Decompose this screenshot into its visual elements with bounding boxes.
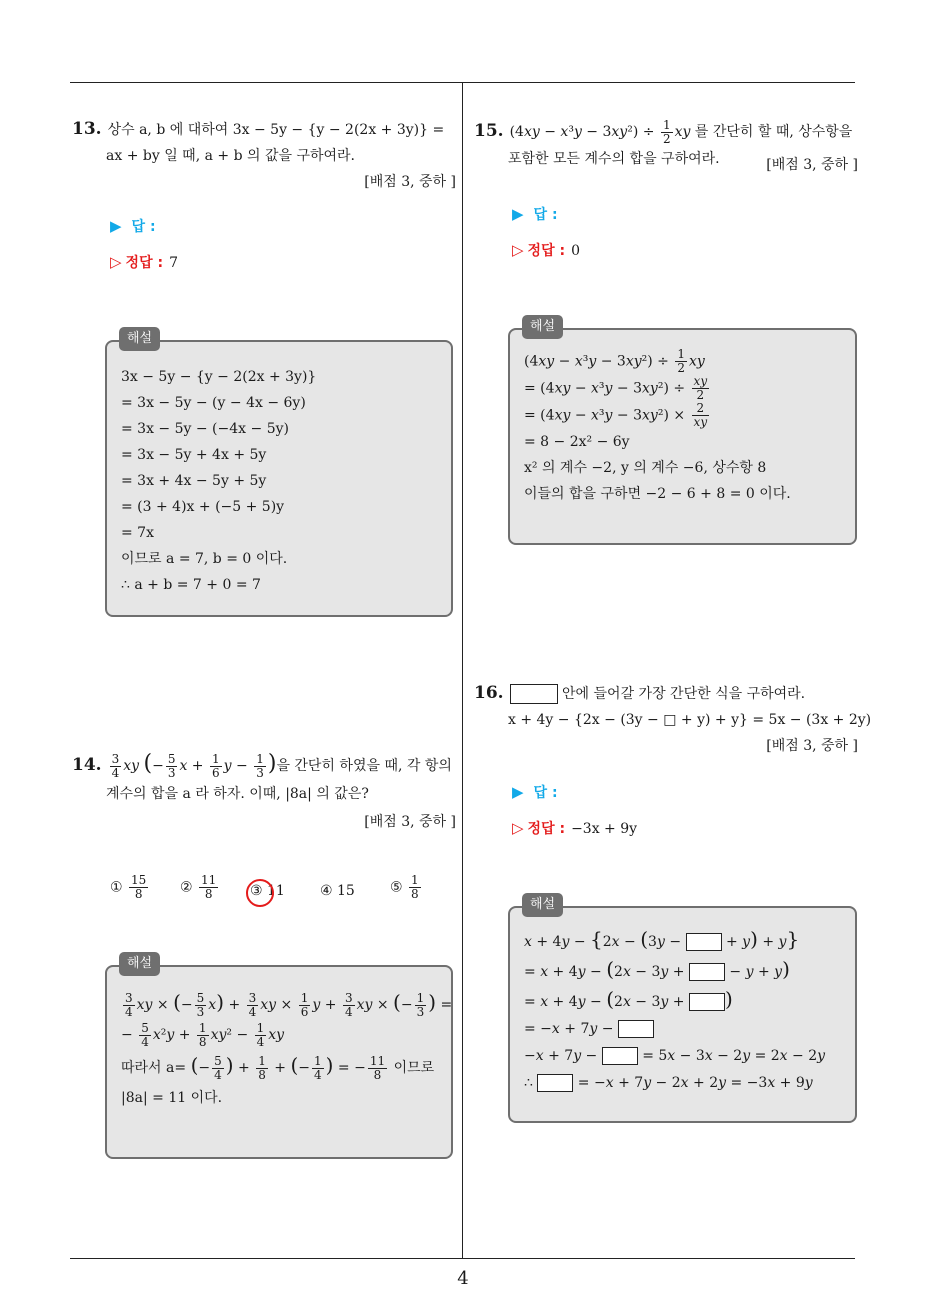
outline-play-icon: ▷ — [110, 253, 122, 271]
score-meta: [배점 3, 중하 ] — [766, 738, 858, 754]
problem-16 — [474, 680, 872, 759]
blank-box — [510, 684, 558, 704]
answer-line — [512, 782, 558, 803]
choice-5[interactable]: ⑤ $\frac{1}{8}$ — [390, 873, 419, 901]
solution-line: (4xy − x³y − 3xy²) ÷ $\frac{1}{2}$ xy — [524, 347, 705, 375]
problem-text: 안에 들어갈 가장 간단한 식을 구하여라. — [562, 686, 806, 702]
selected-circle-icon — [246, 879, 274, 907]
correct-value: 0 — [571, 243, 580, 259]
choice-2[interactable]: ② $\frac{11}{8}$ — [180, 873, 217, 901]
solution-box-13 — [105, 331, 453, 617]
answer-label: 답 : — [533, 207, 558, 223]
solution-tag: 해설 — [522, 893, 563, 917]
solution-line: $\frac{3}{4}$ xy × (− $\frac{5}{3}$ x) + $\frac{3}{4}$ xy × $\frac{1}{6}$ y + $\frac{3}{4}$ xy × (− $\frac{1}{3}$ ) = — [125, 990, 453, 1019]
problem-15 — [474, 118, 858, 172]
math-expression: $\frac{3}{4}$ xy (− $\frac{5}{3}$ x + $\frac{1}{6}$ y − $\frac{1}{3}$ ) — [111, 751, 277, 780]
correct-value: 7 — [169, 255, 178, 271]
solution-line: −x + 7y − = 5x − 3x − 2y = 2x − 2y — [524, 1048, 826, 1064]
solution-line: 따라서 a= (− $\frac{5}{4}$ ) + $\frac{1}{8}$ + (− $\frac{1}{4}$ ) = − $\frac{11}{8}$ 이므로 — [121, 1053, 435, 1082]
math-expression: (4xy − x³y − 3xy²) ÷ $\frac{1}{2}$ xy — [509, 117, 691, 146]
solution-tag: 해설 — [119, 327, 160, 351]
choice-4[interactable]: ④ 15 — [320, 883, 355, 899]
solution-tag: 해설 — [522, 315, 563, 339]
problem-number: 14. — [72, 755, 102, 775]
solution-line: = 3x − 5y + 4x + 5y — [121, 447, 267, 463]
correct-label: 정답 : — [125, 255, 164, 271]
solution-line: ∴ a + b = 7 + 0 = 7 — [121, 577, 261, 593]
solution-box-15 — [508, 319, 857, 545]
correct-answer-line — [110, 252, 178, 273]
solution-line: = 8 − 2x² − 6y — [524, 434, 630, 450]
column-divider — [462, 82, 463, 1258]
outline-play-icon: ▷ — [512, 819, 524, 837]
choices-14 — [110, 874, 450, 914]
problem-text: ax + by 일 때, a + b 의 값을 구하여라. — [106, 148, 356, 164]
solution-line: 이므로 a = 7, b = 0 이다. — [121, 551, 288, 567]
answer-label: 답 : — [131, 219, 156, 235]
answer-label: 답 : — [533, 785, 558, 801]
solution-line: ∴ = −x + 7y − 2x + 2y = −3x + 9y — [524, 1075, 813, 1091]
play-icon: ▶ — [512, 783, 524, 801]
solution-line: = x + 4y − (2x − 3y + − y + y) — [524, 957, 790, 981]
correct-value: −3x + 9y — [571, 821, 638, 837]
problem-number: 16. — [474, 683, 504, 703]
score-meta: [배점 3, 중하 ] — [364, 174, 456, 190]
answer-line — [512, 204, 558, 225]
play-icon: ▶ — [512, 205, 524, 223]
correct-label: 정답 : — [527, 821, 566, 837]
bottom-rule — [70, 1258, 855, 1259]
solution-tag: 해설 — [119, 952, 160, 976]
score-meta: [배점 3, 중하 ] — [364, 814, 456, 830]
problem-13 — [72, 116, 456, 195]
answer-line — [110, 216, 156, 237]
solution-line: 이들의 합을 구하면 −2 − 6 + 8 = 0 이다. — [524, 486, 791, 502]
problem-equation: x + 4y − {2x − (3y − □ + y) + y} = 5x − (3x + 2y) — [508, 712, 872, 728]
problem-text: 계수의 합을 a 라 하자. 이때, |8a| 의 값은? — [106, 786, 369, 802]
problem-text: 을 간단히 하였을 때, 각 항의 — [276, 758, 452, 774]
correct-answer-line — [512, 240, 580, 261]
solution-line: = (4xy − x³y − 3xy²) × $\frac{2}{xy}$ — [524, 401, 708, 429]
correct-label: 정답 : — [527, 243, 566, 259]
solution-line: = (3 + 4)x + (−5 + 5)y — [121, 499, 285, 515]
solution-line: − $\frac{5}{4}$ x²y + $\frac{1}{8}$ xy² − $\frac{1}{4}$ xy — [121, 1020, 285, 1049]
problem-number: 13. — [72, 119, 102, 139]
solution-line: = 3x − 5y − (y − 4x − 6y) — [121, 395, 306, 411]
problem-number: 15. — [474, 121, 504, 141]
choice-3[interactable]: ③ 11 — [250, 883, 285, 899]
problem-text: 포함한 모든 계수의 합을 구하여라. — [508, 150, 720, 167]
solution-line: = (4xy − x³y − 3xy²) ÷ $\frac{xy}{2}$ — [524, 374, 708, 402]
page-number: 4 — [457, 1268, 469, 1289]
solution-line: = 7x — [121, 525, 154, 541]
solution-line: x + 4y − {2x − (3y − + y) + y} — [524, 927, 800, 951]
choice-1[interactable]: ① $\frac{15}{8}$ — [110, 873, 147, 901]
score-meta: [배점 3, 중하 ] — [766, 157, 858, 173]
solution-line: x² 의 계수 −2, y 의 계수 −6, 상수항 8 — [524, 460, 767, 476]
solution-line: = −x + 7y − — [524, 1016, 841, 1043]
solution-box-14 — [105, 956, 453, 1159]
problem-14 — [72, 750, 456, 836]
solution-line: = 3x + 4x − 5y + 5y — [121, 473, 267, 489]
correct-answer-line — [512, 818, 637, 839]
problem-text: 를 간단히 할 때, 상수항을 — [694, 124, 853, 140]
problem-text: 상수 a, b 에 대하여 3x − 5y − {y − 2(2x + 3y)} = — [107, 122, 445, 138]
solution-line: = 3x − 5y − (−4x − 5y) — [121, 421, 289, 437]
solution-line: 3x − 5y − {y − 2(2x + 3y)} — [121, 369, 317, 385]
solution-line: |8a| = 11 이다. — [121, 1090, 223, 1106]
play-icon: ▶ — [110, 217, 122, 235]
solution-box-16 — [508, 897, 857, 1123]
outline-play-icon: ▷ — [512, 241, 524, 259]
solution-line: = x + 4y − (2x − 3y + ) — [524, 987, 733, 1011]
